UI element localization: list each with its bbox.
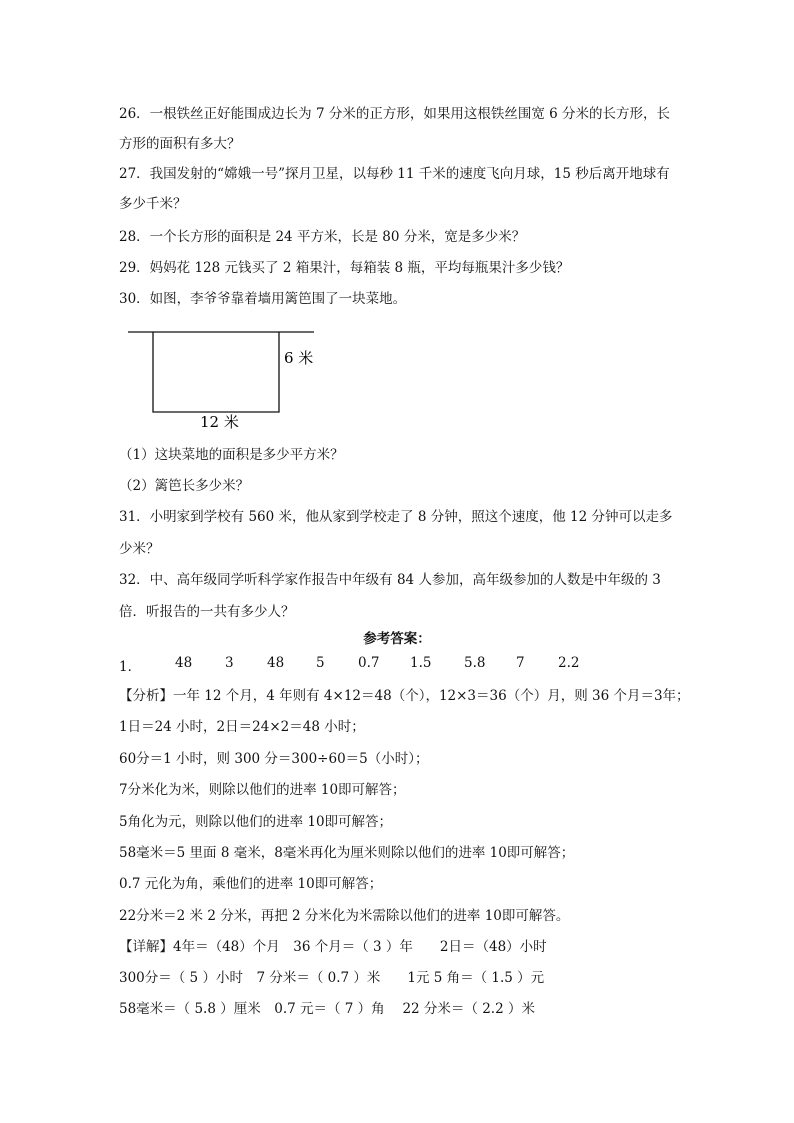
question-26-line-1: 26．一根铁丝正好能围成边长为 7 分米的正方形，如果用这根铁丝围宽 6 分米的长方形，长 (119, 106, 671, 122)
analysis-line: 0.7 元化为角，乘他们的进率 10即可解答； (119, 876, 383, 892)
fence-outline (153, 332, 279, 412)
detail-line: 58毫米＝（ 5.8 ）厘米 0.7 元＝（ 7 ）角 22 分米＝（ 2.2 ）米 (119, 1001, 535, 1017)
answer-value: 0.7 (358, 655, 380, 671)
analysis-line: 60分＝1 小时，则 300 分＝300÷60＝5（小时）； (119, 751, 429, 767)
answer-value: 5 (316, 655, 325, 671)
question-31-line-1: 31．小明家到学校有 560 米，他从家到学校走了 8 分钟，照这个速度，他 12 分钟可以走多 (119, 509, 673, 525)
answer-value: 1.5 (410, 655, 432, 671)
question-31-line-2: 少米？ (119, 541, 160, 557)
question-26-line-2: 方形的面积有多大？ (119, 136, 241, 152)
question-28: 28．一个长方形的面积是 24 平方米，长是 80 分米，宽是多少米？ (119, 229, 526, 245)
detail-line: 【详解】4年＝（48）个月 36 个月＝（ 3 ）年 2日＝（48）小时 (119, 939, 547, 955)
analysis-line: 5角化为元，则除以他们的进率 10即可解答； (119, 814, 393, 830)
answers-row (119, 655, 679, 673)
question-30-sub-1: （1）这块菜地的面积是多少平方米？ (119, 447, 344, 463)
analysis-line: 【分析】一年 12 个月，4 年则有 4×12＝48（个），12×3＝36（个）月，则 36 个月＝3年； (119, 688, 690, 704)
question-29: 29．妈妈花 128 元钱买了 2 箱果汁，每箱装 8 瓶，平均每瓶果汁多少钱？ (119, 260, 570, 276)
side-length-label: 6 米 (284, 349, 314, 367)
question-30-intro: 30．如图，李爷爷靠着墙用篱笆围了一块菜地。 (119, 291, 407, 307)
answers-heading: 参考答案： (363, 631, 431, 647)
question-32-line-2: 倍．听报告的一共有多少人？ (119, 604, 295, 620)
question-30-sub-2: （2）篱笆长多少米？ (119, 478, 250, 494)
answer-number: 1． (119, 659, 142, 675)
answer-value: 3 (225, 655, 234, 671)
answer-value: 48 (175, 655, 193, 671)
analysis-line: 58毫米＝5 里面 8 毫米，8毫米再化为厘米则除以他们的进率 10即可解答； (119, 845, 575, 861)
analysis-line: 1日＝24 小时，2日＝24×2＝48 小时； (119, 719, 365, 735)
answer-value: 48 (267, 655, 285, 671)
answer-value: 7 (516, 655, 525, 671)
bottom-length-label: 12 米 (200, 413, 239, 431)
vegetable-plot-diagram (124, 326, 324, 434)
question-27-line-1: 27．我国发射的“嫦娥一号”探月卫星，以每秒 11 千米的速度飞向月球，15 秒后离开地球有 (119, 166, 670, 182)
analysis-line: 22分米＝2 米 2 分米，再把 2 分米化为米需除以他们的进率 10即可解答。 (119, 908, 570, 924)
answer-value: 2.2 (558, 655, 580, 671)
analysis-line: 7分米化为米，则除以他们的进率 10即可解答； (119, 782, 406, 798)
question-32-line-1: 32．中、高年级同学听科学家作报告中年级有 84 人参加，高年级参加的人数是中年级的 3 (119, 572, 661, 588)
detail-line: 300分＝（ 5 ）小时 7 分米＝（ 0.7 ）米 1元 5 角＝（ 1.5 ）元 (119, 970, 545, 986)
question-27-line-2: 多少千米？ (119, 196, 187, 212)
answer-value: 5.8 (464, 655, 486, 671)
